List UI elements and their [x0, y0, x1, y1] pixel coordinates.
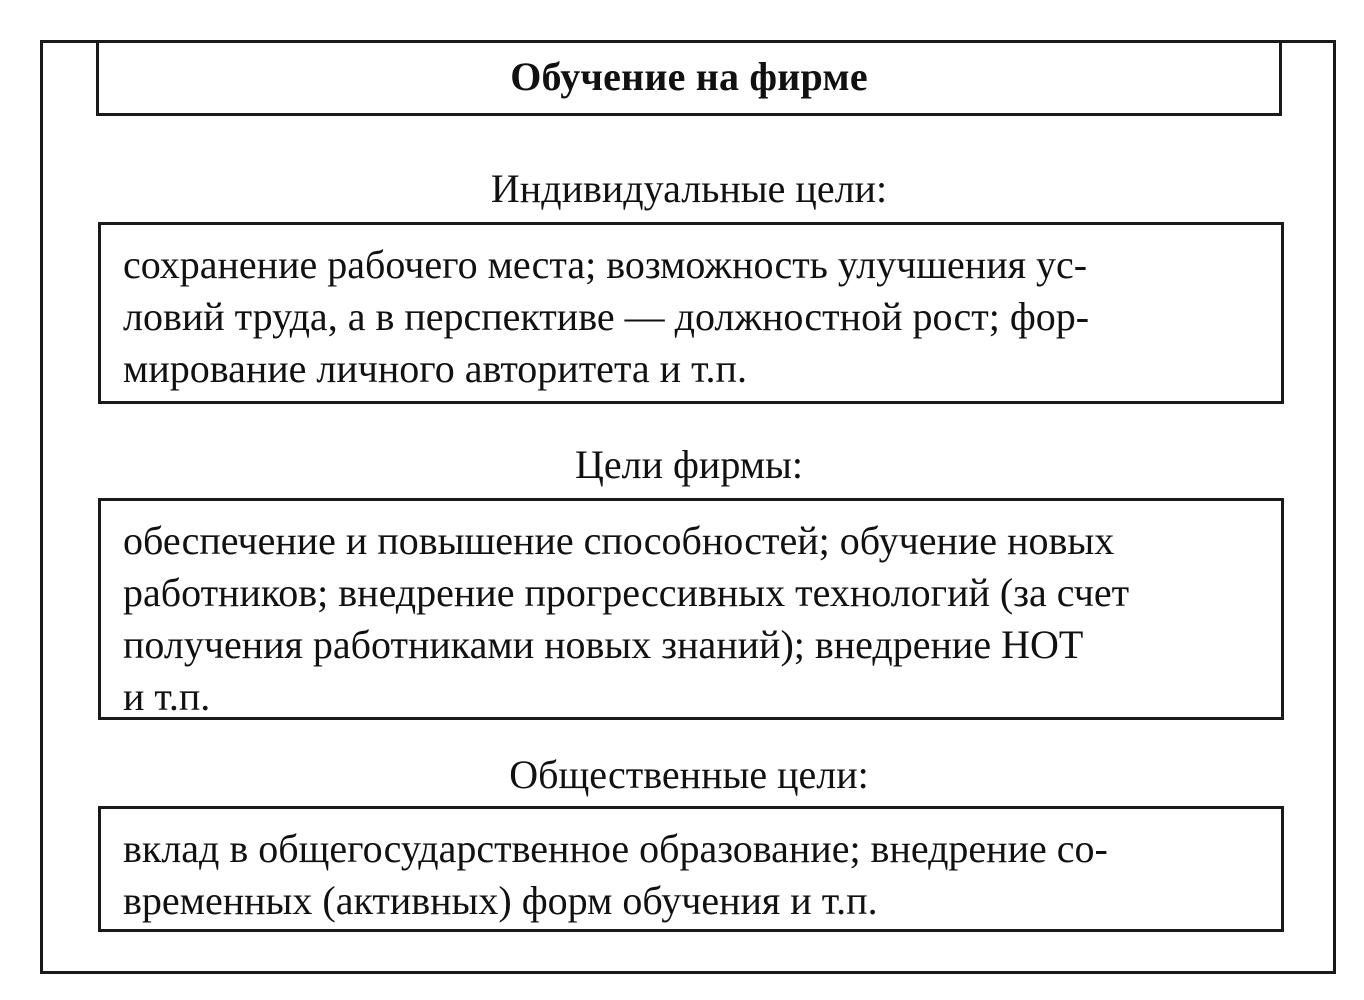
individual-goals-line-2: ловий труда, а в перспективе — должностной рост; фор- [123, 294, 1090, 339]
firm-goals-line-2: работников; внедрение прогрессивных технологий (за счет [123, 570, 1130, 615]
individual-goals-box [98, 222, 1284, 404]
social-goals-box [98, 806, 1284, 932]
individual-goals-line-1: сохранение рабочего места; возможность улучшения ус- [123, 242, 1088, 287]
firm-goals-line-1: обеспечение и повышение способностей; обучение новых [123, 518, 1115, 563]
social-goals-line-1: вклад в общегосударственное образование; внедрение со- [123, 826, 1108, 871]
social-goals-line-2: временных (активных) форм обучения и т.п. [123, 878, 878, 923]
individual-goals-line-3: мирование личного авторитета и т.п. [123, 346, 747, 391]
social-goals-heading: Общественные цели: [509, 752, 869, 797]
firm-goals-line-4: и т.п. [123, 674, 211, 719]
firm-goals-line-3: получения работниками новых знаний); внедрение НОТ [123, 622, 1084, 667]
diagram-title: Обучение на фирме [96, 40, 1282, 116]
firm-goals-box [98, 498, 1284, 720]
firm-goals-heading: Цели фирмы: [574, 442, 804, 487]
individual-goals-heading: Индивидуальные цели: [490, 166, 888, 211]
